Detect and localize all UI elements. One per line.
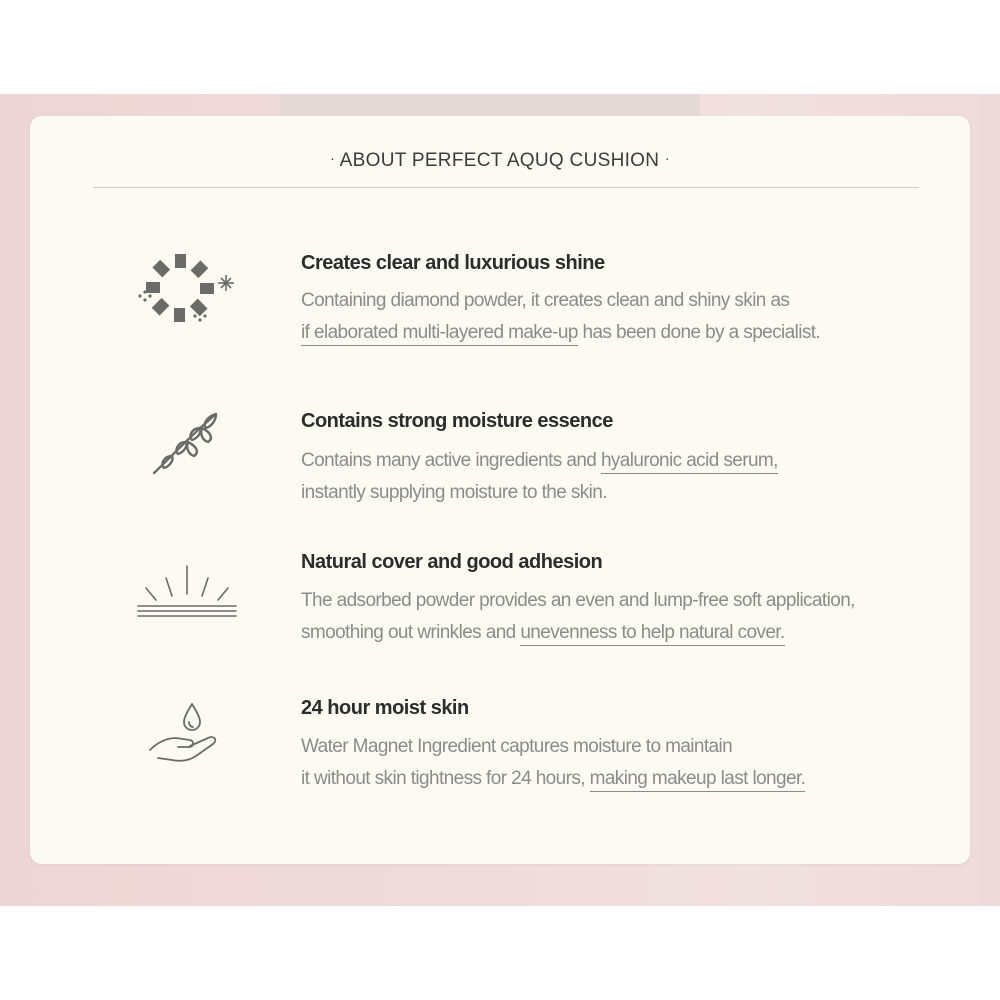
feature-description-line1: Containing diamond powder, it creates clean and shiny skin as bbox=[301, 290, 790, 311]
heading-divider bbox=[93, 187, 919, 188]
heading-dot-left: · bbox=[330, 150, 336, 166]
section-heading bbox=[30, 150, 970, 172]
feature-title: Natural cover and good adhesion bbox=[301, 551, 603, 573]
feature-description-line1: Contains many active ingredients and hyaluronic acid serum, bbox=[301, 450, 778, 472]
feature-description-line2: it without skin tightness for 24 hours, making makeup last longer. bbox=[301, 768, 805, 790]
feature-title: Contains strong moisture essence bbox=[301, 410, 613, 432]
hand-water-drop-icon bbox=[146, 700, 228, 766]
product-shadow bbox=[280, 94, 700, 118]
sun-rays-icon bbox=[136, 564, 238, 622]
sparkle-icon bbox=[134, 242, 244, 334]
heading-dot-right: · bbox=[664, 150, 670, 166]
feature-description-line2: smoothing out wrinkles and unevenness to help natural cover. bbox=[301, 622, 785, 644]
feature-description-line1: The adsorbed powder provides an even and lump-free soft application, bbox=[301, 590, 855, 611]
feature-title: 24 hour moist skin bbox=[301, 697, 469, 719]
leaf-icon bbox=[150, 408, 222, 476]
feature-description-line2: instantly supplying moisture to the skin. bbox=[301, 482, 607, 503]
feature-description-line1: Water Magnet Ingredient captures moisture to maintain bbox=[301, 736, 733, 757]
feature-description-line2: if elaborated multi-layered make-up has been done by a specialist. bbox=[301, 322, 820, 344]
info-card bbox=[30, 116, 970, 864]
heading-text: ABOUT PERFECT AQUQ CUSHION bbox=[339, 150, 660, 171]
feature-title: Creates clear and luxurious shine bbox=[301, 252, 605, 274]
